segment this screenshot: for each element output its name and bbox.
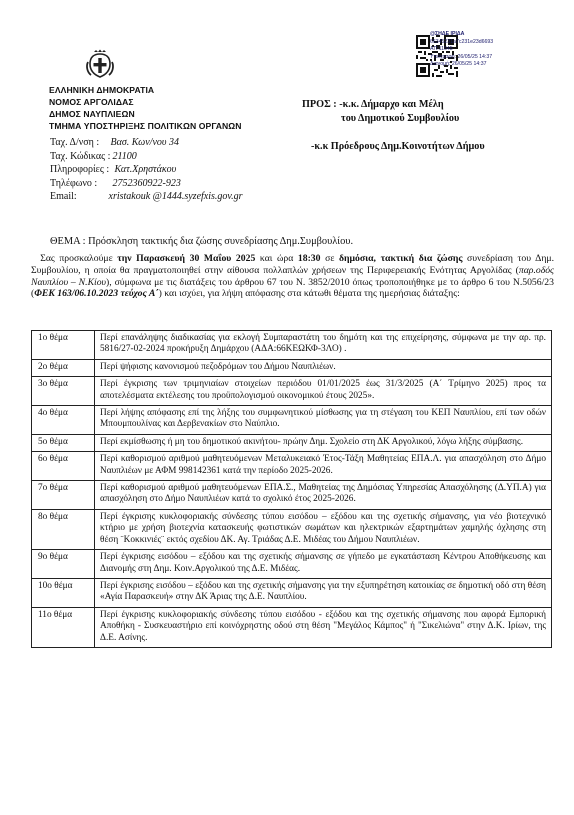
greek-coat-of-arms-icon bbox=[83, 48, 117, 82]
stamp-line: Διανομή: 26/05/25 14:37 bbox=[430, 61, 487, 68]
agenda-item-text: Περί καθορισμού αριθμού μαθητευόμενων ΕΠΑ.Σ., Μαθητείας της Δημόσιας Υπηρεσίας Απασχόλησης (Δ.ΥΠ.Α) για απασχόληση στο Δήμο Ναυπλιέων κατά το σχολικό έτος 2025-2026. bbox=[95, 481, 552, 510]
agenda-row bbox=[32, 452, 552, 481]
agenda-item-number: 8ο θέμα bbox=[32, 509, 95, 549]
agenda-row bbox=[32, 607, 552, 647]
agenda-item-number: 3ο θέμα bbox=[32, 377, 95, 406]
agenda-item-text: Περί λήψης απόφασης επί της λήξης του συμφωνητικού μίσθωσης για τη στέγαση του ΚΕΠ Ναυπλίου, επί των οδών Μπουμπουλίνας και Δερβενακίων στο Ναύπλιο. bbox=[95, 406, 552, 435]
agenda-item-number: 7ο θέμα bbox=[32, 481, 95, 510]
agenda-row bbox=[32, 377, 552, 406]
agenda-item-number: 5ο θέμα bbox=[32, 434, 95, 451]
agenda-item-number: 2ο θέμα bbox=[32, 359, 95, 376]
recipients-line-2: του Δημοτικού Συμβουλίου bbox=[341, 113, 460, 124]
agenda-item-text: Περί έγκρισης των τριμηνιαίων στοιχείων περιόδου 01/01/2025 έως 31/3/2025 (Α΄ Τρίμηνο 2025) προς τα αποτελέσματα εκτέλεσης του προϋπολογισμού οικονομικού έτους 2025». bbox=[95, 377, 552, 406]
recipients-line-1: ΠΡΟΣ : -κ.κ. Δήμαρχο και Μέλη bbox=[302, 99, 444, 110]
contact-email: Email: xristakouk @1444.syzefxis.gov.gr bbox=[50, 191, 243, 203]
agenda-item-number: 11ο θέμα bbox=[32, 607, 95, 647]
stamp-line: 66345231a7c231e23d6693 bbox=[430, 38, 494, 45]
agenda-row bbox=[32, 434, 552, 451]
org-line: ΔΗΜΟΣ ΝΑΥΠΛΙΕΩΝ bbox=[49, 109, 135, 119]
invitation-paragraph: Σας προσκαλούμε την Παρασκευή 30 Μαΐου 2025 και ώρα 18:30 σε δημόσια, τακτική δια ζώσης συνεδρίαση του Δημ. Συμβουλίου, η οποία θα πραγματοποιηθεί στην αίθουσα πολλαπλών χρήσεων της Περιφερειακής Ενότητας Αργολίδας (παρ.οδός Ναυπλίου – Ν.Κίου), σύμφωνα με τις διατάξεις του άρθρου 67 του Ν. 3852/2010 όπως τροποποιήθηκε με το άρθρο 6 του Ν.5056/23 (ΦΕΚ 163/06.10.2023 τεύχος Α΄) και ισχύει, για λήψη απόφασης στα κάτωθι θέματα της ημερήσιας διάταξης: bbox=[31, 253, 555, 300]
contact-address: Ταχ. Δ/νση : Βασ. Κων/νου 34 bbox=[50, 137, 179, 148]
agenda-item-text: Περί καθορισμού αριθμού μαθητευόμενων Μεταλυκειακό Έτος-Τάξη Μαθητείας ΕΠΑ.Λ. για απασχόληση στο Δήμο Ναυπλιέων με ΑΦΜ 998142361 κατά την περίοδο 2025-2026. bbox=[95, 452, 552, 481]
agenda-item-number: 4ο θέμα bbox=[32, 406, 95, 435]
agenda-item-number: 6ο θέμα bbox=[32, 452, 95, 481]
stamp-line: Υπογραφή: 26/05/25 14:37 bbox=[430, 53, 493, 60]
agenda-item-text: Περί επανάληψης διαδικασίας για εκλογή Συμπαραστάτη του δημότη και της επιχείρησης, σύμφωνα με την αρ. πρ. 5816/27-02-2024 προκήρυξη Δημάρχου (ΑΔΑ:66ΚΕΩΚΦ-3ΛΟ) . bbox=[95, 331, 552, 360]
agenda-row bbox=[32, 331, 552, 360]
agenda-item-text: Περί έγκρισης κυκλοφοριακής σύνδεσης τύπου εισόδου – εξόδου και της σχετικής σήμανσης, για νέο βιοτεχνικό κτήριο με χρήση βιοτεχνία κατασκευής φωτιστικών σωμάτων και ηλεκτρικών εξαρτημάτων χαμηλής όχλησης στη θέση ¨Κοκκινιές¨ εκτός σχεδίου ΔΚ. Αγ. Τριάδας Δ.Ε. Μιδέας του Δήμου Ναυπλιέων. bbox=[95, 509, 552, 549]
agenda-item-text: Περί έγκρισης εισόδου – εξόδου και της σχετικής σήμανσης σε γήπεδο με εγκατάσταση Κέντρου Αποθήκευσης και Διανομής στη Δημ. Κοιν.Αργολικού της Δ.Ε. Μιδέας. bbox=[95, 550, 552, 579]
org-line: ΕΛΛΗΝΙΚΗ ΔΗΜΟΚΡΑΤΙΑ bbox=[49, 85, 155, 95]
meeting-date: την Παρασκευή 30 Μαΐου 2025 bbox=[112, 253, 260, 264]
agenda-row bbox=[32, 578, 552, 607]
recipients-line-3: -κ.κ Πρόεδρους Δημ.Κοινοτήτων Δήμου bbox=[311, 141, 485, 152]
meeting-time: 18:30 bbox=[297, 253, 321, 264]
agenda-item-text: Περί εκμίσθωσης ή μη του δημοτικού ακινήτου- πρώην Δημ. Σχολείο στη ΔΚ Αργολικού, λόγω λήξης σύμβασης. bbox=[95, 434, 552, 451]
agenda-row bbox=[32, 550, 552, 579]
agenda-row bbox=[32, 359, 552, 376]
agenda-item-text: Περί ψήφισης κανονισμού πεζοδρόμων του Δήμου Ναυπλιέων. bbox=[95, 359, 552, 376]
agenda-row bbox=[32, 509, 552, 549]
agenda-item-number: 1ο θέμα bbox=[32, 331, 95, 360]
stamp-line: ΑΠ:11045 bbox=[430, 46, 453, 53]
agenda-table bbox=[31, 330, 552, 648]
contact-phone: Τηλέφωνο : 2752360922-923 bbox=[50, 177, 181, 189]
org-line: ΤΜΗΜΑ ΥΠΟΣΤΗΡΙΞΗΣ ΠΟΛΙΤΙΚΩΝ ΟΡΓΑΝΩΝ bbox=[49, 121, 242, 131]
agenda-item-number: 9ο θέμα bbox=[32, 550, 95, 579]
contact-info: Πληροφορίες : Κατ.Χρηστάκου bbox=[50, 164, 177, 176]
org-line: ΝΟΜΟΣ ΑΡΓΟΛΙΔΑΣ bbox=[49, 97, 134, 107]
contact-block bbox=[50, 136, 243, 204]
subject-line: ΘΕΜΑ : Πρόσκληση τακτικής δια ζώσης συνεδρίασης Δημ.Συμβουλίου. bbox=[50, 236, 354, 247]
contact-postcode: Ταχ. Κώδικας : 21100 bbox=[50, 150, 137, 162]
agenda-row bbox=[32, 481, 552, 510]
agenda-item-number: 10ο θέμα bbox=[32, 578, 95, 607]
stamp-line: @ΣΗΔΕ ΙΡΙΔΑ bbox=[430, 31, 465, 37]
registration-stamp bbox=[429, 31, 493, 69]
meeting-type: δημόσια, τακτική δια ζώσης bbox=[339, 253, 463, 264]
agenda-item-text: Περί έγκρισης εισόδου – εξόδου και της σχετικής σήμανσης για την εξυπηρέτηση κατοικίας σε δημοτική οδό στη θέση «Αγία Παρασκευή» στην ΔΚ Άριας της Δ.Ε. Ναυπλίου. bbox=[95, 578, 552, 607]
organization-header bbox=[49, 84, 242, 132]
agenda-row bbox=[32, 406, 552, 435]
agenda-item-text: Περί έγκρισης κυκλοφοριακής σύνδεσης τύπου εισόδου - εξόδου και της σχετικής σήμανσης που αφορά Εμπορική Αποθήκη - Συσκευαστήριο επί κοινόχρηστης οδού στη θέση "Μεγάλος Κάμπος" ή "Σικελιώνα" στην Δ.Κ. Ιρίων, της Δ.Ε. Ασίνης. bbox=[95, 607, 552, 647]
